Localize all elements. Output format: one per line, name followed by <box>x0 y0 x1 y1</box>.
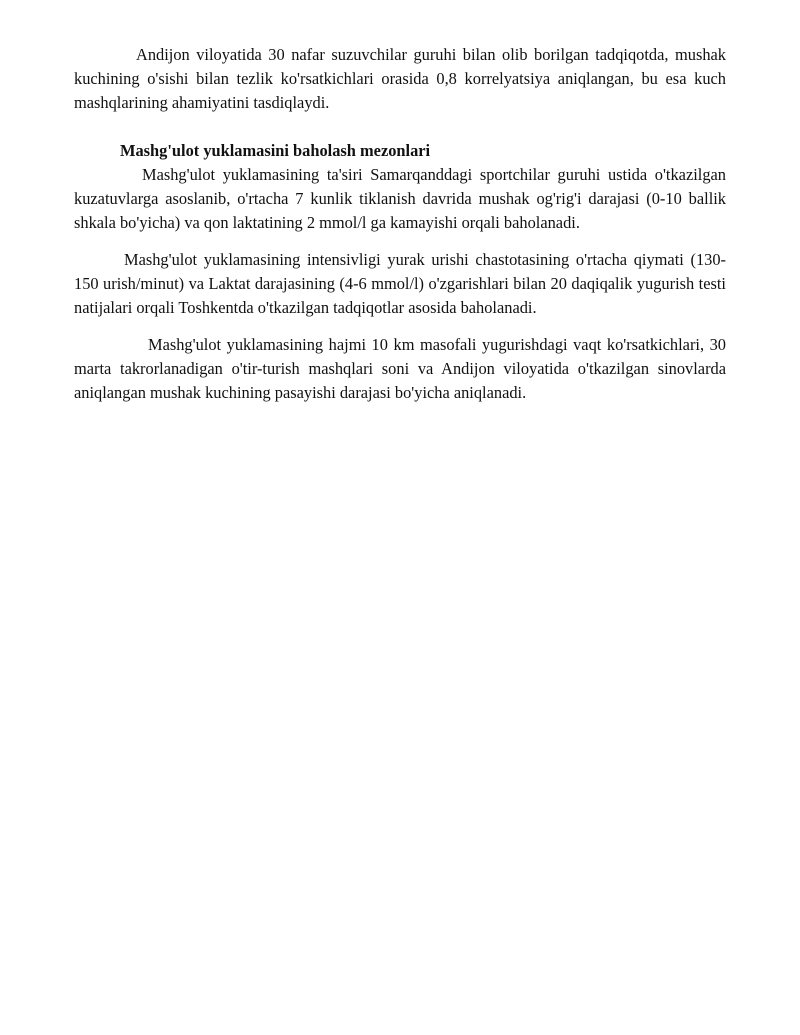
section-heading: Mashg'ulot yuklamasini baholash mezonlari <box>120 141 431 160</box>
document-page <box>74 43 726 405</box>
paragraph-swimmers-study: Andijon viloyatida 30 nafar suzuvchilar guruhi bilan olib borilgan tadqiqotda, mushak kuchining o'sishi bilan tezlik ko'rsatkichlari orasida 0,8 korrelyatsiya aniqlangan, bu esa kuch mashqlarining ahamiyatini tasdiqlaydi. <box>74 45 726 112</box>
paragraph-load-intensity: Mashg'ulot yuklamasining intensivligi yurak urishi chastotasining o'rtacha qiymati (130-150 urish/minut) va Laktat darajasining (4-6 mmol/l) o'zgarishlari bilan 20 daqiqalik yugurish testi natijalari orqali Toshkentda o'tkazilgan tadqiqotlar asosida baholanadi. <box>74 250 726 317</box>
paragraph-load-volume: Mashg'ulot yuklamasining hajmi 10 km masofali yugurishdagi vaqt ko'rsatkichlari, 30 marta takrorlanadigan o'tir-turish mashqlari soni va Andijon viloyatida o'tkazilgan sinovlarda aniqlangan mushak kuchining pasayishi darajasi bo'yicha aniqlanadi. <box>74 335 726 402</box>
paragraph-load-impact: Mashg'ulot yuklamasining ta'siri Samarqanddagi sportchilar guruhi ustida o'tkazilgan kuzatuvlarga asoslanib, o'rtacha 7 kunlik tiklanish davrida mushak og'rig'i darajasi (0-10 ballik shkala bo'yicha) va qon laktatining 2 mmol/l ga kamayishi orqali baholanadi. <box>74 165 726 232</box>
